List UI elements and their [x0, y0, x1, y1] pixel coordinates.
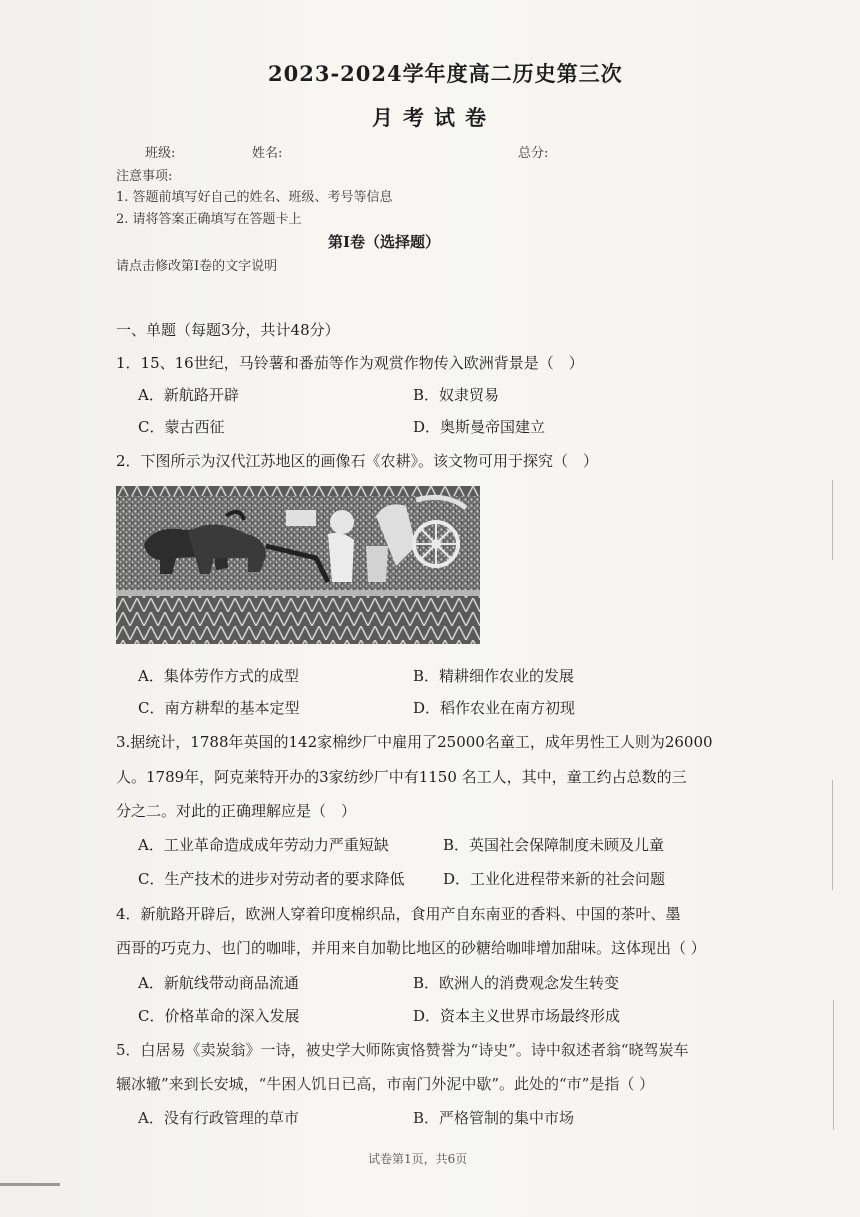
class-field-label: 班级: — [145, 146, 176, 161]
option-a: A．工业革命造成成年劳动力严重短缺 — [138, 836, 389, 854]
option-d: D．稻作农业在南方初现 — [413, 699, 576, 717]
scan-bottom-shadow — [0, 1183, 60, 1186]
option-a: A．新航路开辟 — [138, 386, 239, 404]
option-a: A．没有行政管理的草市 — [138, 1109, 299, 1127]
option-c: C．价格革命的深入发展 — [138, 1007, 300, 1025]
question-stem: 3.据统计，1788年英国的142家棉纱厂中雇用了25000名童工，成年男性工人则为26000 — [116, 733, 713, 751]
option-b: B．英国社会保障制度未顾及儿童 — [443, 836, 665, 854]
exam-subtitle: 月考试卷 — [372, 105, 496, 130]
option-b: B．严格管制的集中市场 — [413, 1109, 575, 1127]
option-d: D．工业化进程带来新的社会问题 — [443, 870, 666, 888]
question-stem: 1．15、16世纪，马铃薯和番茄等作为观赏作物传入欧洲背景是（ ） — [116, 354, 584, 372]
note-item: 1. 答题前填写好自己的姓名、班级、考号等信息 — [116, 190, 393, 205]
notes-heading: 注意事项: — [116, 169, 173, 184]
section-description: 请点击修改第I卷的文字说明 — [116, 259, 278, 274]
question-stem: 西哥的巧克力、也门的咖啡，并用来自加勒比地区的砂糖给咖啡增加甜味。这体现出（ ） — [116, 939, 706, 957]
option-c: C．南方耕犁的基本定型 — [138, 699, 300, 717]
option-b: B．奴隶贸易 — [413, 386, 500, 404]
page-footer: 试卷第1页，共6页 — [368, 1152, 468, 1166]
stone-relief-image — [116, 486, 480, 644]
option-c: C．蒙古西征 — [138, 418, 225, 436]
option-c: C．生产技术的进步对劳动者的要求降低 — [138, 870, 405, 888]
section-title: 第I卷（选择题） — [328, 233, 441, 251]
name-field-label: 姓名: — [252, 146, 283, 161]
score-field-label: 总分: — [518, 146, 549, 161]
option-b: B．精耕细作农业的发展 — [413, 667, 575, 685]
scan-edge-line — [832, 780, 833, 890]
scan-edge-line — [832, 480, 833, 560]
note-item: 2. 请将答案正确填写在答题卡上 — [116, 212, 302, 227]
question-stem: 分之二。对此的正确理解应是（ ） — [116, 802, 357, 820]
option-d: D．奥斯曼帝国建立 — [413, 418, 546, 436]
option-a: A．新航线带动商品流通 — [138, 974, 299, 992]
exam-title: 2023-2024学年度高二历史第三次 — [268, 61, 623, 86]
question-stem: 4．新航路开辟后，欧洲人穿着印度棉织品，食用产自东南亚的香料、中国的茶叶、墨 — [116, 905, 681, 923]
part-heading: 一、单题（每题3分，共计48分） — [116, 321, 340, 339]
question-stem: 2．下图所示为汉代江苏地区的画像石《农耕》。该文物可用于探究（ ） — [116, 452, 599, 470]
question-stem: 人。1789年，阿克莱特开办的3家纺纱厂中有1150 名工人，其中，童工约占总数的三 — [116, 768, 687, 786]
scan-edge-line — [833, 1000, 834, 1130]
question-stem: 辗冰辙”来到长安城，“牛困人饥日已高，市南门外泥中歇”。此处的“市”是指（ ） — [116, 1075, 655, 1093]
option-d: D．资本主义世界市场最终形成 — [413, 1007, 621, 1025]
option-a: A．集体劳作方式的成型 — [138, 667, 299, 685]
option-b: B．欧洲人的消费观念发生转变 — [413, 974, 620, 992]
question-stem: 5．白居易《卖炭翁》一诗，被史学大师陈寅恪赞誉为“诗史”。诗中叙述者翁“晓驾炭车 — [116, 1041, 689, 1059]
